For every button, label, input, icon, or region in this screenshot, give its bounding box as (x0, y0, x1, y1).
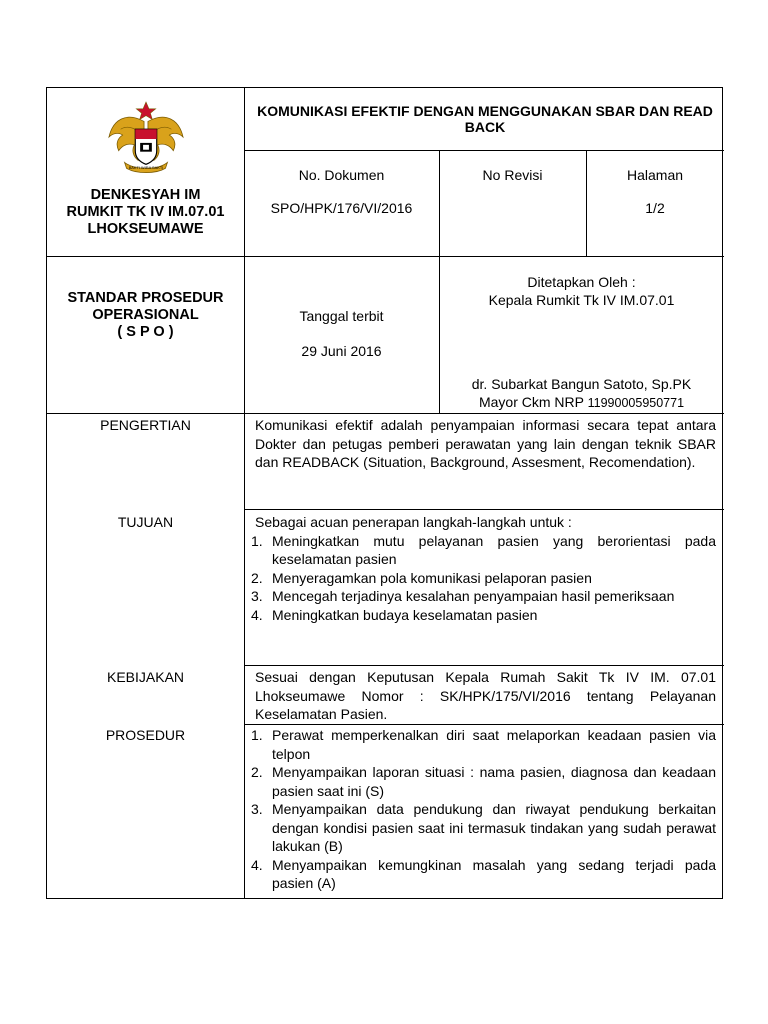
list-item: 3. Menyampaikan data pendukung dan riwayat pendukung berkaitan dengan kondisi pasien saat ini termasuk tindakan yang sudah perawat lakukan (B) (251, 801, 716, 854)
kebijakan-text: Sesuai dengan Keputusan Kepala Rumah Sakit Tk IV IM. 07.01 Lhokseumawe Nomor : SK/HPK/175/VI/2016 tentang Pelayanan Keselamatan Pasien. (255, 669, 716, 722)
spo-label-line-2: OPERASIONAL (92, 307, 199, 323)
tujuan-divider (244, 665, 724, 666)
list-item: 2. Menyampaikan laporan situasi : nama pasien, diagnosa dan keadaan pasien saat ini (S) (251, 764, 716, 799)
spo-label-line-3: ( S P O ) (117, 324, 174, 340)
set-by-position: Kepala Rumkit Tk IV IM.07.01 (488, 292, 675, 308)
signer-nrp: 11990005950771 (587, 396, 685, 410)
tujuan-intro: Sebagai acuan penerapan langkah-langkah untuk : (255, 514, 572, 530)
list-item: 4. Meningkatkan budaya keselamatan pasien (251, 606, 538, 623)
section-label-kebijakan: KEBIJAKAN (106, 669, 185, 685)
section-label-prosedur: PROSEDUR (105, 727, 186, 743)
section-label-tujuan: TUJUAN (117, 514, 174, 530)
signer-rank: Mayor Ckm NRP (478, 394, 584, 410)
section-label-pengertian: PENGERTIAN (100, 417, 191, 433)
spo-label (47, 290, 244, 341)
list-item: 1. Meningkatkan mutu pelayanan pasien yang berorientasi pada keselamatan pasien (251, 532, 716, 567)
org-line-2: RUMKIT TK IV IM.07.01 (66, 204, 225, 220)
tujuan-content (251, 513, 716, 624)
list-item: 1. Perawat memperkenalkan diri saat melaporkan keadaan pasien via telpon (251, 727, 716, 762)
logo-motto: BAKTI WIRA SAKTI (128, 165, 164, 171)
page-value: 1/2 (645, 200, 665, 216)
spo-document (46, 87, 723, 899)
org-line-1: DENKESYAH IM (90, 187, 201, 203)
header-row-divider (47, 256, 724, 257)
tujuan-list (251, 532, 716, 625)
signer-name: dr. Subarkat Bangun Satoto, Sp.PK (471, 376, 692, 392)
document-number-value: SPO/HPK/176/VI/2016 (270, 200, 413, 216)
issue-date-label: Tanggal terbit (299, 308, 384, 324)
pengertian-divider (244, 509, 724, 510)
signer-rank-line (439, 393, 724, 413)
document-number-label: No. Dokumen (298, 167, 385, 183)
header-title-divider (244, 150, 724, 151)
prosedur-content (251, 726, 716, 893)
pengertian-text: Komunikasi efektif adalah penyampaian informasi secara tepat antara Dokter dan petugas pemberi perawatan yang lain dengan teknik SBAR dan READBACK (Situation, Background, Assesment, Recomendation). (255, 417, 716, 470)
list-item: 4. Menyampaikan kemungkinan masalah yang sedang terjadi pada pasien (A) (251, 856, 716, 891)
revision-label: No Revisi (482, 167, 543, 183)
list-item: 2. Menyeragamkan pola komunikasi pelaporan pasien (251, 569, 592, 586)
page-label: Halaman (626, 167, 684, 183)
set-by-label: Ditetapkan Oleh : (527, 274, 636, 290)
list-item: 3. Mencegah terjadinya kesalahan penyampaian hasil pemeriksaan (251, 588, 675, 604)
org-line-3: LHOKSEUMAWE (87, 221, 204, 237)
organization-name (47, 187, 244, 238)
issue-date-value: 29 Juni 2016 (301, 343, 382, 359)
prosedur-list (251, 726, 716, 893)
spo-row-divider (47, 413, 724, 414)
document-title: KOMUNIKASI EFEKTIF DENGAN MENGGUNAKAN SBAR DAN READ BACK (257, 103, 713, 135)
garuda-emblem-icon (107, 100, 185, 178)
spo-label-line-1: STANDAR PROSEDUR (67, 290, 224, 306)
kebijakan-divider (244, 724, 724, 725)
